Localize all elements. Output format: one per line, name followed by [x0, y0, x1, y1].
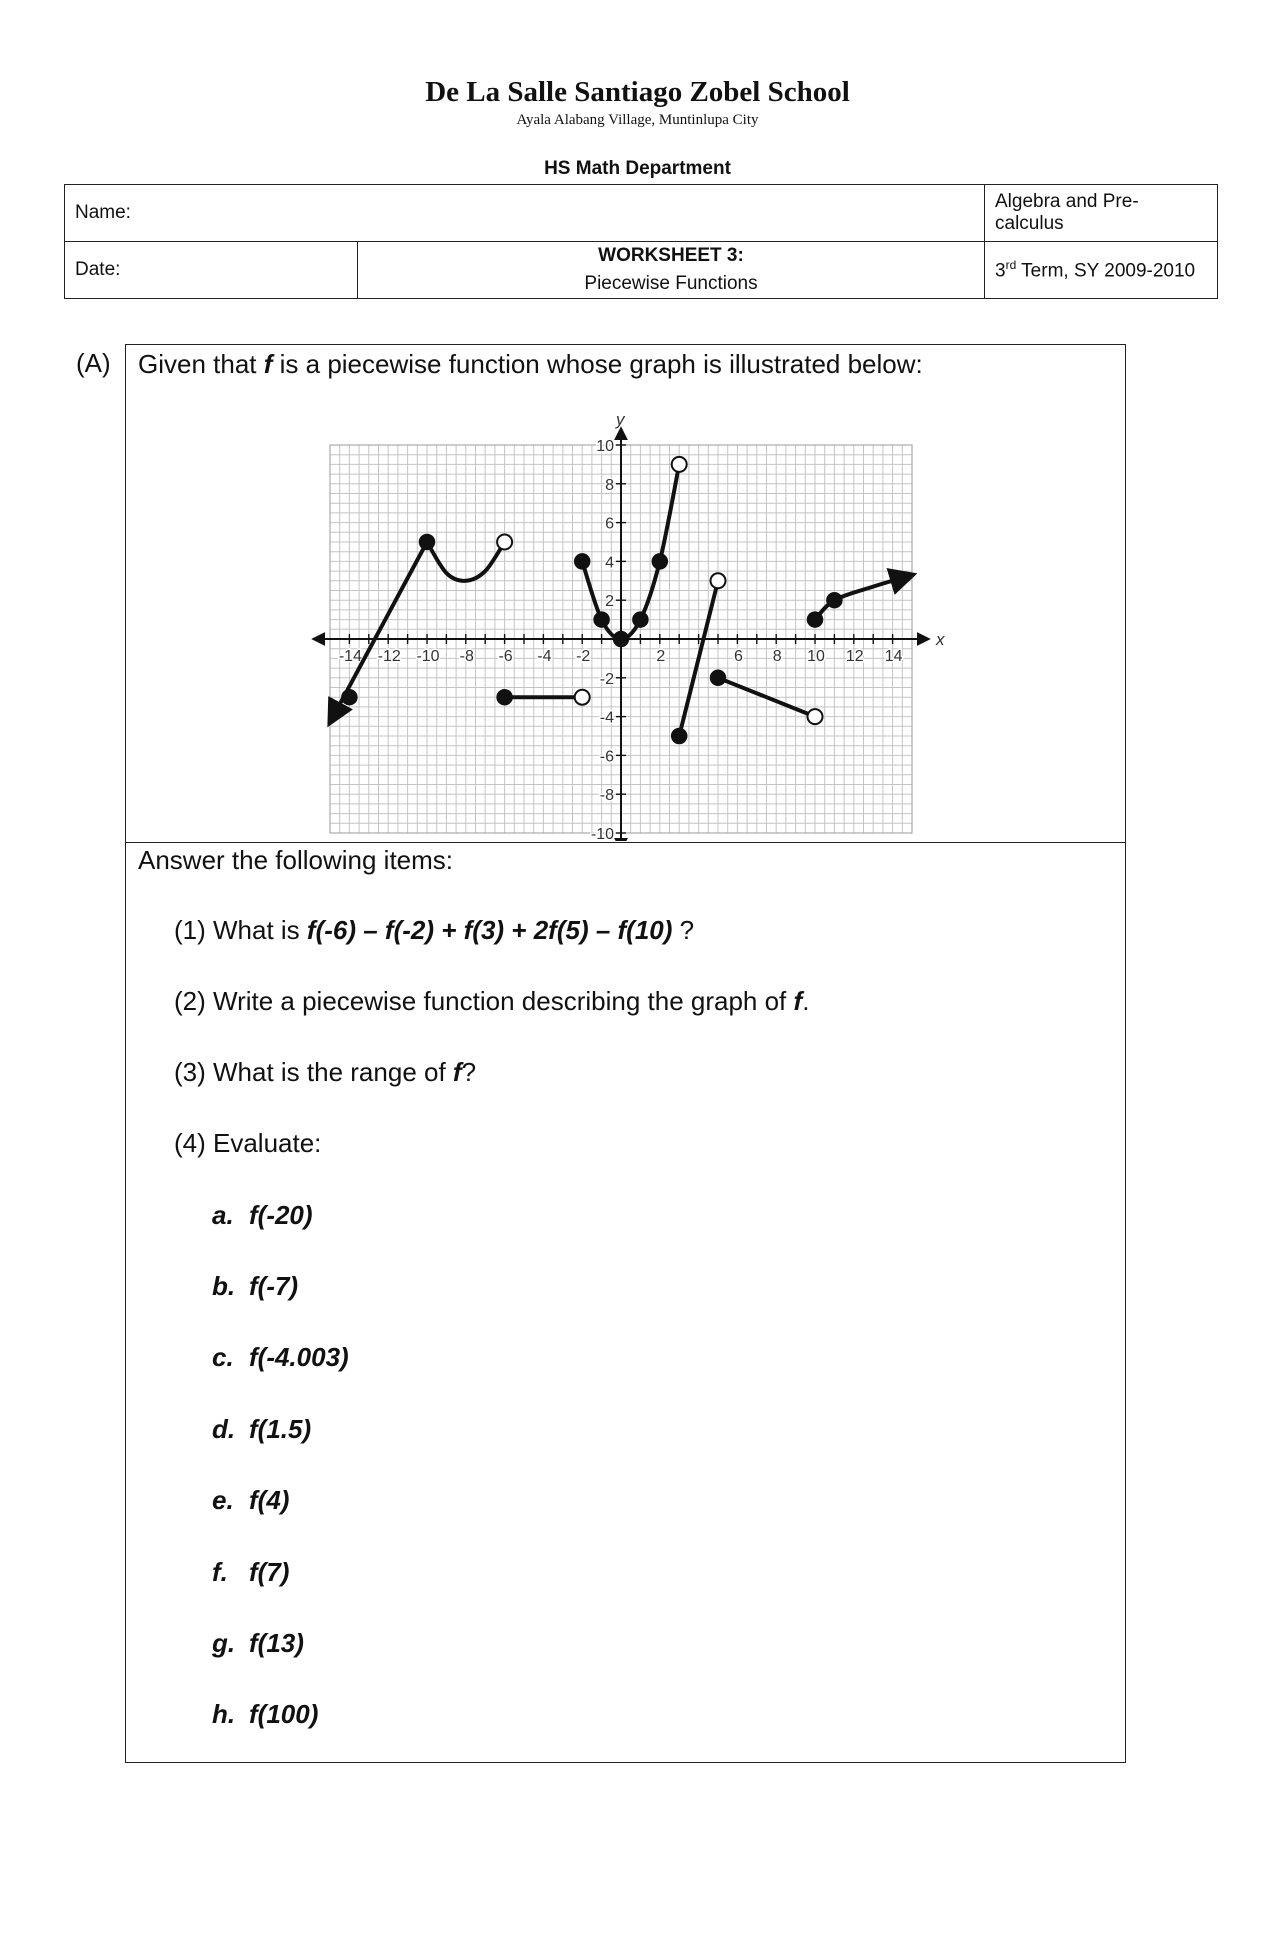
- x-tick-label: -8: [459, 648, 474, 665]
- subject-label: Algebra and Pre-calculus: [995, 191, 1139, 234]
- y-tick-label: 6: [605, 515, 614, 533]
- y-tick-label: 8: [605, 476, 614, 494]
- y-tick-label: -6: [599, 748, 614, 766]
- x-tick-label: -10: [416, 648, 440, 665]
- question-3: (3) What is the range of f?: [174, 1057, 477, 1087]
- closed-point: [594, 612, 609, 627]
- part-letter: (A): [76, 348, 111, 378]
- y-tick-label: 10: [596, 438, 614, 455]
- closed-point: [672, 729, 687, 744]
- y-tick-label: -8: [599, 787, 614, 805]
- questions-box: [125, 843, 1126, 1763]
- evaluate-item: d. f(1.5): [212, 1414, 312, 1444]
- evaluate-item: e. f(4): [212, 1485, 290, 1515]
- school-name: De La Salle Santiago Zobel School: [425, 76, 850, 108]
- evaluate-item: b. f(-7): [212, 1271, 299, 1301]
- closed-point: [827, 593, 842, 608]
- open-point: [711, 573, 726, 588]
- x-tick-label: -12: [377, 648, 401, 665]
- header-table: [64, 184, 1218, 299]
- question-2: (2) Write a piecewise function describing the graph of f.: [174, 986, 810, 1016]
- closed-point: [420, 535, 435, 550]
- x-tick-label: 6: [733, 648, 743, 665]
- closed-point: [652, 554, 667, 569]
- answer-heading: Answer the following items:: [138, 845, 454, 875]
- y-tick-label: -2: [599, 670, 614, 688]
- evaluate-item: f. f(7): [212, 1557, 290, 1587]
- term-rest: Term, SY 2009-2010: [1016, 260, 1196, 282]
- open-point: [672, 457, 687, 472]
- name-field[interactable]: [65, 185, 985, 242]
- y-tick-label: 2: [605, 593, 614, 611]
- department-name: HS Math Department: [544, 158, 731, 179]
- open-point: [808, 709, 823, 724]
- date-field[interactable]: [65, 242, 358, 299]
- x-tick-label: 10: [807, 648, 825, 665]
- x-tick-label: -4: [537, 648, 552, 665]
- x-tick-label: -6: [498, 648, 513, 665]
- x-tick-label: -2: [576, 648, 591, 665]
- evaluate-item: g. f(13): [212, 1628, 304, 1658]
- closed-point: [497, 690, 512, 705]
- term-sup: rd: [1005, 257, 1017, 272]
- term-cell: [985, 242, 1218, 299]
- name-label: Name:: [75, 202, 131, 223]
- x-tick-label: 2: [656, 648, 666, 665]
- worksheet-cell: [358, 242, 985, 299]
- date-label: Date:: [75, 259, 121, 280]
- x-tick-label: 12: [845, 648, 864, 665]
- x-tick-label: 8: [772, 648, 782, 665]
- piecewise-graph: [296, 381, 956, 841]
- closed-point: [808, 612, 823, 627]
- worksheet-subtitle: Piecewise Functions: [584, 273, 758, 294]
- worksheet-title: WORKSHEET 3:: [598, 245, 744, 266]
- closed-point: [614, 632, 629, 647]
- closed-point: [633, 612, 648, 627]
- open-point: [575, 690, 590, 705]
- school-address: Ayala Alabang Village, Muntinlupa City: [516, 112, 759, 128]
- y-tick-label: 4: [605, 554, 614, 572]
- open-point: [497, 535, 512, 550]
- y-axis-label: y: [616, 410, 625, 429]
- closed-point: [711, 670, 726, 685]
- closed-point: [342, 690, 357, 705]
- x-tick-label: -14: [338, 648, 362, 665]
- question-1: (1) What is f(-6) – f(-2) + f(3) + 2f(5) – f(10) ?: [174, 915, 695, 945]
- subject-cell: [985, 185, 1218, 242]
- y-tick-label: -10: [590, 826, 614, 841]
- evaluate-item: c. f(-4.003): [212, 1342, 349, 1372]
- closed-point: [575, 554, 590, 569]
- x-axis-label: x: [936, 630, 945, 649]
- term-number: 3: [995, 260, 1006, 282]
- evaluate-item: a. f(-20): [212, 1200, 313, 1230]
- question-4: (4) Evaluate:: [174, 1128, 322, 1158]
- x-tick-label: 14: [884, 648, 903, 665]
- y-tick-label: -4: [599, 709, 614, 727]
- evaluate-item: h. f(100): [212, 1699, 319, 1729]
- graph-box: [125, 344, 1126, 843]
- given-statement: Given that f is a piecewise function whose graph is illustrated below:: [138, 349, 923, 379]
